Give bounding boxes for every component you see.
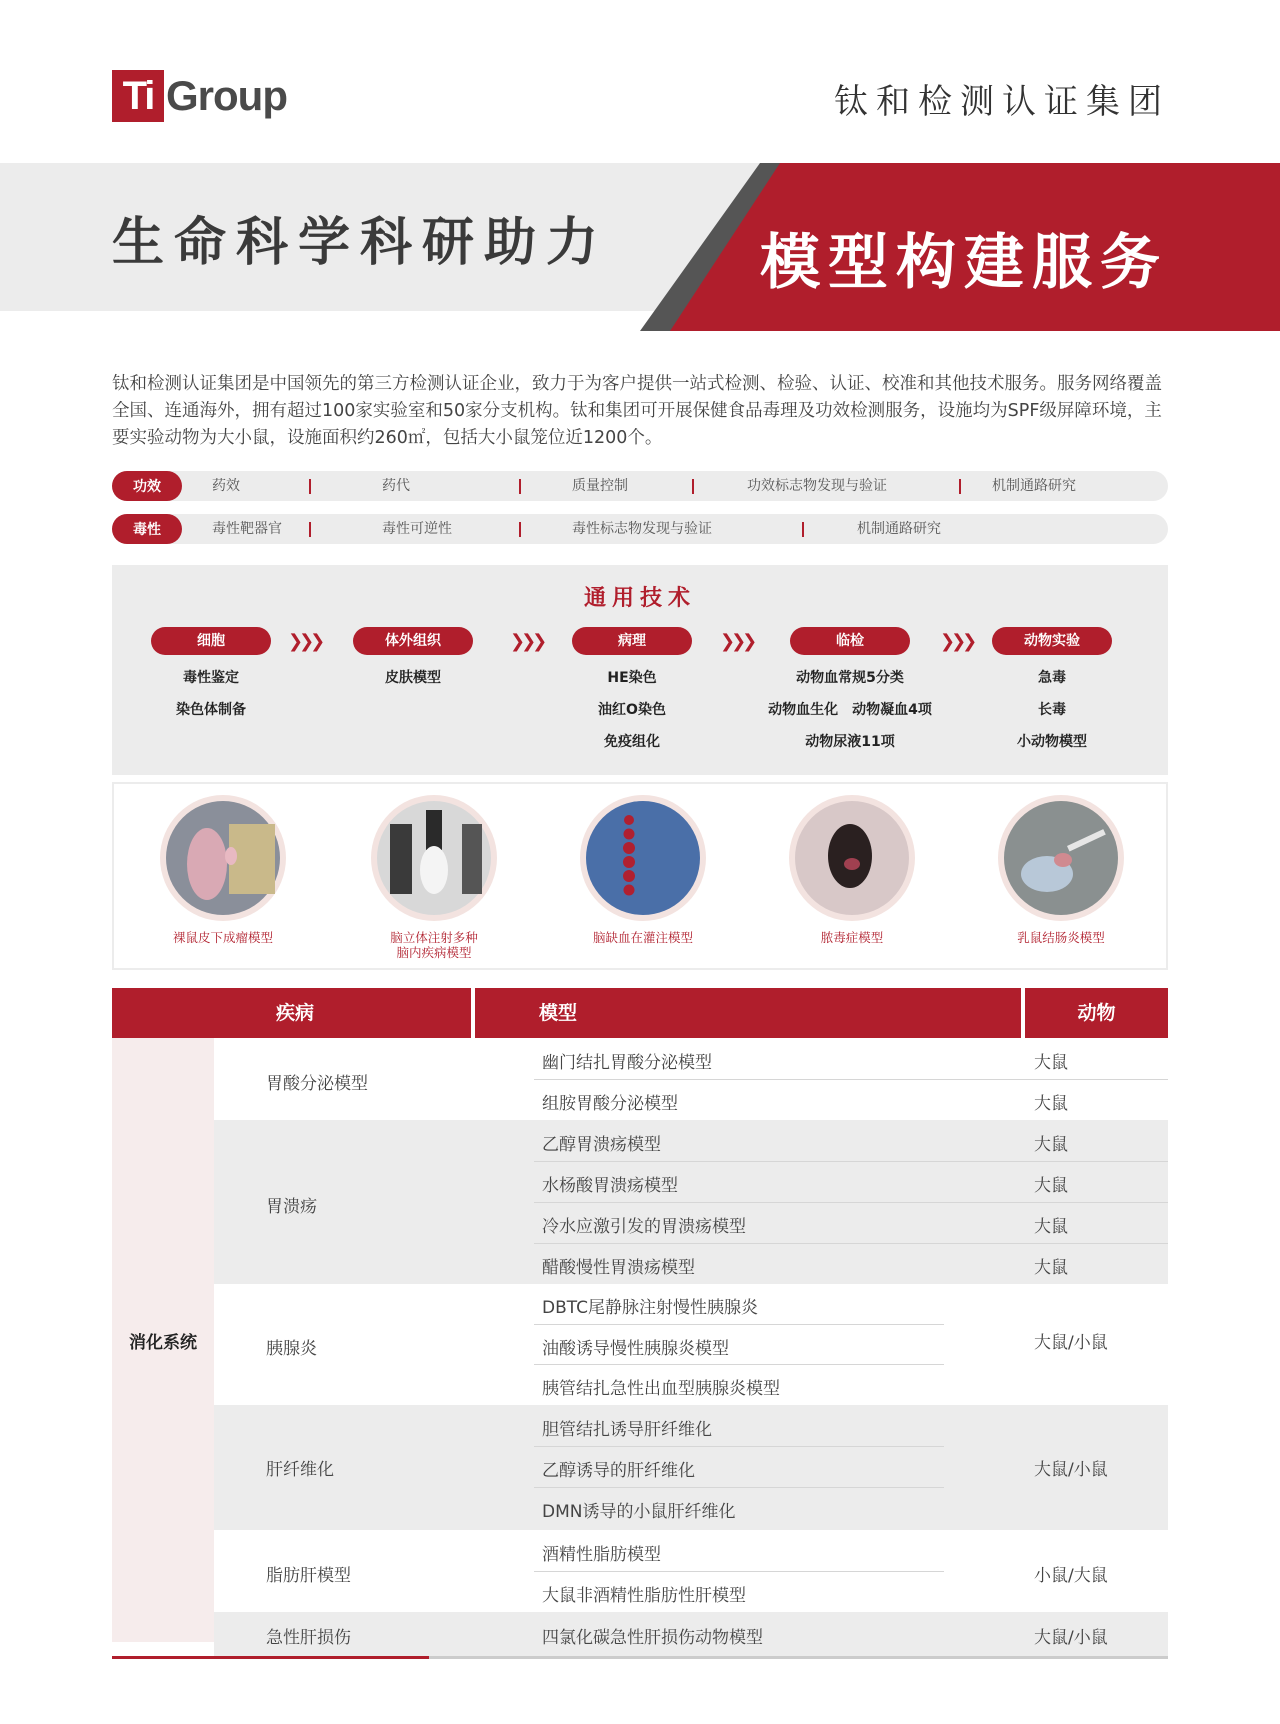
row-divider <box>534 1161 1168 1162</box>
animal-cell: 大鼠 <box>1034 1258 1068 1278</box>
intro-paragraph: 钛和检测认证集团是中国领先的第三方检测认证企业，致力于为客户提供一站式检测、检验、认证、校准和其他技术服务。服务网络覆盖全国、连通海外，拥有超过100家实验室和50家分支机构。钛和集团可开展保健食品毒理及功效检测服务，设施均为SPF级屏障环境，主要实验动物为大小鼠，设施面积约260㎡，包括大小鼠笼位近1200个。 <box>112 374 1162 448</box>
disease-cell: 胃溃疡 <box>266 1197 317 1217</box>
tech-line: 毒性鉴定 <box>183 670 239 686</box>
separator <box>309 522 311 537</box>
row-divider <box>534 1571 944 1572</box>
animal-cell: 大鼠 <box>1034 1094 1068 1114</box>
gallery-caption: 乳鼠结肠炎模型 <box>1017 930 1105 945</box>
table-header <box>112 988 1168 1038</box>
chevron-right-icon: ❯❯❯ <box>720 631 754 652</box>
model-cell: 酒精性脂肪模型 <box>542 1545 661 1565</box>
stereotaxic-mouse-photo <box>370 794 498 922</box>
row-divider <box>534 1487 944 1488</box>
disease-cell: 急性肝损伤 <box>266 1628 351 1648</box>
org-name: 钛和检测认证集团 <box>834 82 1170 122</box>
model-cell: 幽门结扎胃酸分泌模型 <box>542 1053 712 1073</box>
tech-head: 动物实验 <box>992 627 1112 655</box>
toxicity-item: 毒性可逆性 <box>382 521 452 537</box>
separator <box>309 479 311 494</box>
disease-cell: 肝纤维化 <box>266 1460 334 1480</box>
efficacy-item: 药效 <box>212 478 240 494</box>
separator <box>959 479 961 494</box>
row-divider <box>534 1202 1168 1203</box>
model-cell: 醋酸慢性胃溃疡模型 <box>542 1258 695 1278</box>
header-disease: 疾病 <box>112 988 471 1038</box>
nude-mouse-photo <box>159 794 287 922</box>
efficacy-item: 质量控制 <box>572 478 628 494</box>
model-cell: 乙醇诱导的肝纤维化 <box>542 1461 695 1481</box>
animal-cell: 小鼠/大鼠 <box>1034 1566 1108 1586</box>
model-cell: 四氯化碳急性肝损伤动物模型 <box>542 1628 763 1648</box>
tech-line: 动物血生化 动物凝血4项 <box>768 702 932 718</box>
separator <box>519 522 521 537</box>
tech-column-clinical <box>732 627 968 751</box>
model-cell: 冷水应激引发的胃溃疡模型 <box>542 1217 746 1237</box>
tech-line: 动物尿液11项 <box>805 734 895 750</box>
table-group <box>214 1530 1168 1612</box>
tech-line: HE染色 <box>607 670 657 686</box>
tech-title: 通用技术 <box>583 586 696 611</box>
model-cell: 油酸诱导慢性胰腺炎模型 <box>542 1339 729 1359</box>
model-cell: DBTC尾静脉注射慢性胰腺炎 <box>542 1298 759 1318</box>
disease-cell: 脂肪肝模型 <box>266 1566 351 1586</box>
toxicity-bar <box>112 514 1168 544</box>
row-divider <box>534 1243 1168 1244</box>
tech-column-animal <box>957 627 1147 751</box>
tech-line: 免疫组化 <box>604 734 660 750</box>
toxicity-item: 毒性标志物发现与验证 <box>572 521 712 537</box>
animal-cell: 大鼠 <box>1034 1217 1068 1237</box>
sepsis-mouse-photo <box>788 794 916 922</box>
model-cell: 水杨酸胃溃疡模型 <box>542 1176 678 1196</box>
gallery-card <box>757 794 947 945</box>
table-group <box>214 1612 1168 1656</box>
model-cell: DMN诱导的小鼠肝纤维化 <box>542 1502 736 1522</box>
animal-cell: 大鼠 <box>1034 1135 1068 1155</box>
disease-cell: 胰腺炎 <box>266 1339 317 1359</box>
tech-column-cell <box>116 627 306 719</box>
model-cell: 胰管结扎急性出血型胰腺炎模型 <box>542 1379 780 1399</box>
chevron-right-icon: ❯❯❯ <box>510 631 544 652</box>
logo-word: Group <box>166 72 287 119</box>
row-divider <box>534 1364 944 1365</box>
efficacy-tag: 功效 <box>112 471 182 501</box>
tech-line: 急毒 <box>1038 670 1066 686</box>
gallery-card <box>339 794 529 960</box>
model-cell: 胆管结扎诱导肝纤维化 <box>542 1420 712 1440</box>
toxicity-item: 毒性靶器官 <box>212 521 282 537</box>
tech-line: 动物血常规5分类 <box>796 670 904 686</box>
gallery-caption: 脑缺血在灌注模型 <box>592 930 693 945</box>
logo-mark: Ti <box>112 70 164 122</box>
gallery-caption: 裸鼠皮下成瘤模型 <box>172 930 273 945</box>
caption-line: 脑内疾病模型 <box>396 945 472 960</box>
animal-cell: 大鼠 <box>1034 1053 1068 1073</box>
table-group <box>214 1038 1168 1120</box>
disease-cell: 胃酸分泌模型 <box>266 1074 368 1094</box>
tech-line: 长毒 <box>1038 702 1066 718</box>
tech-line: 染色体制备 <box>176 702 246 718</box>
banner-right-title: 模型构建服务 <box>760 228 1168 298</box>
gallery-card <box>128 794 318 945</box>
pup-colitis-photo <box>997 794 1125 922</box>
tech-head: 病理 <box>572 627 692 655</box>
gallery-caption: 脓毒症模型 <box>820 930 884 945</box>
tech-line: 皮肤模型 <box>385 670 441 686</box>
model-cell: 乙醇胃溃疡模型 <box>542 1135 661 1155</box>
model-gallery <box>112 782 1168 970</box>
separator <box>802 522 804 537</box>
separator <box>519 479 521 494</box>
tech-column-tissue <box>318 627 508 687</box>
toxicity-item: 机制通路研究 <box>857 521 941 537</box>
tech-head: 临检 <box>790 627 910 655</box>
table-group <box>214 1405 1168 1530</box>
animal-cell: 大鼠/小鼠 <box>1034 1460 1108 1480</box>
table-bottom-rule <box>112 1656 1168 1659</box>
tech-column-pathology <box>537 627 727 751</box>
table-group <box>214 1120 1168 1284</box>
model-cell: 组胺胃酸分泌模型 <box>542 1094 678 1114</box>
animal-cell: 大鼠 <box>1034 1176 1068 1196</box>
row-divider <box>534 1324 944 1325</box>
chevron-right-icon: ❯❯❯ <box>940 631 974 652</box>
caption-line: 脑立体注射多种 <box>390 930 478 945</box>
banner-left-title: 生命科学科研助力 <box>112 213 609 273</box>
gallery-card <box>966 794 1156 945</box>
company-logo <box>112 70 287 122</box>
gallery-caption <box>339 930 529 960</box>
chevron-right-icon: ❯❯❯ <box>288 631 322 652</box>
model-cell: 大鼠非酒精性脂肪性肝模型 <box>542 1586 746 1606</box>
tech-line: 油红O染色 <box>598 702 666 718</box>
separator <box>692 479 694 494</box>
brain-slice-photo <box>579 794 707 922</box>
row-divider <box>534 1079 1168 1080</box>
toxicity-tag: 毒性 <box>112 514 182 544</box>
efficacy-bar <box>112 471 1168 501</box>
table-group <box>214 1284 1168 1405</box>
efficacy-item: 功效标志物发现与验证 <box>747 478 887 494</box>
tech-head: 体外组织 <box>353 627 473 655</box>
header-animal: 动物 <box>1025 988 1168 1038</box>
general-tech-panel <box>112 565 1168 775</box>
gallery-card <box>548 794 738 945</box>
row-divider <box>534 1446 944 1447</box>
animal-cell: 大鼠/小鼠 <box>1034 1333 1108 1353</box>
system-cell: 消化系统 <box>112 1038 214 1642</box>
header-model: 模型 <box>475 988 1021 1038</box>
animal-cell: 大鼠/小鼠 <box>1034 1628 1108 1648</box>
tech-line: 小动物模型 <box>1017 734 1087 750</box>
tech-head: 细胞 <box>151 627 271 655</box>
efficacy-item: 机制通路研究 <box>992 478 1076 494</box>
efficacy-item: 药代 <box>382 478 410 494</box>
